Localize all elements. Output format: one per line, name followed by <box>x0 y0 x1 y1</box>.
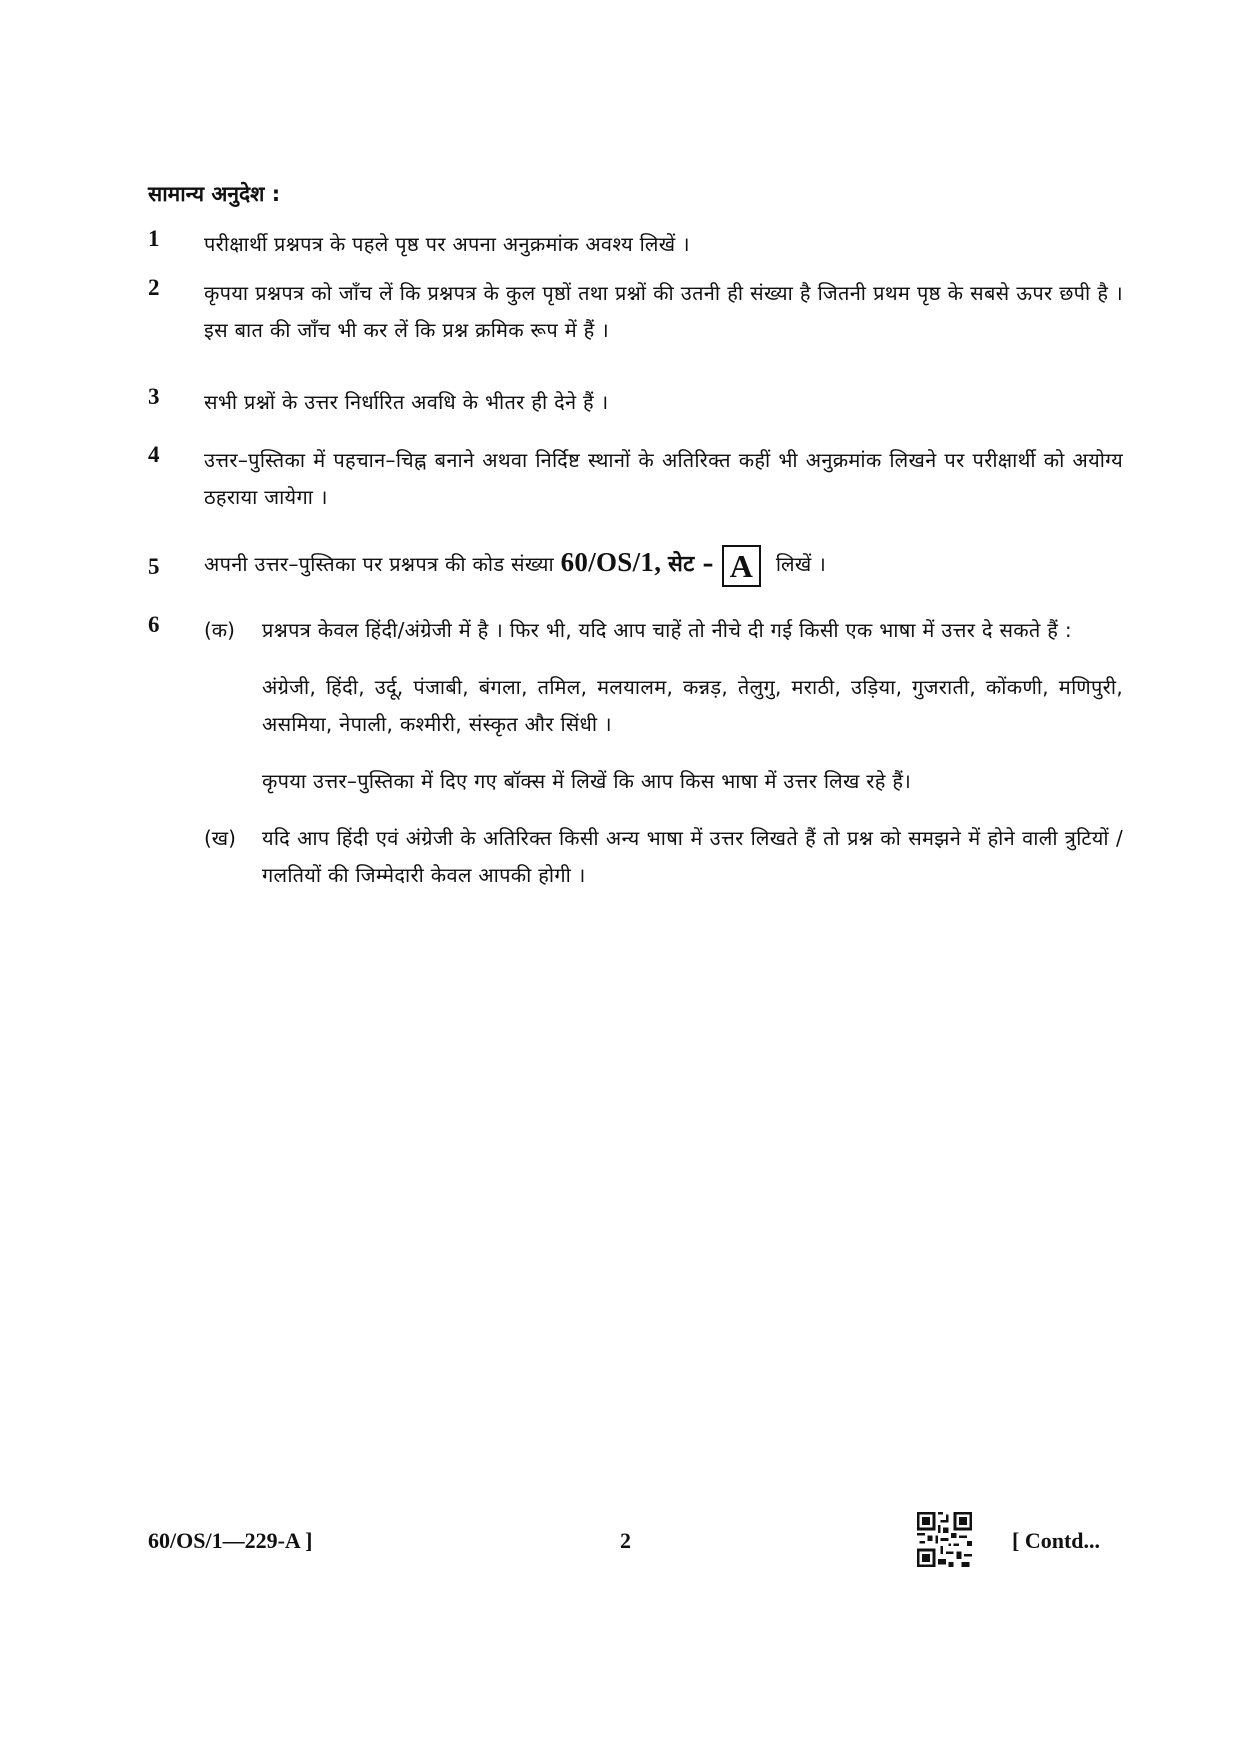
sub-item-label: (ख) <box>204 826 236 850</box>
code-instruction-text: अपनी उत्तर–पुस्तिका पर प्रश्नपत्र की कोड संख्या <box>204 552 554 576</box>
sub-item-text: प्रश्नपत्र केवल हिंदी/अंग्रेजी में है । फिर भी, यदि आप चाहें तो नीचे दी गई किसी एक भाषा में उत्तर दे सकते हैं : <box>262 618 1072 642</box>
instruction-text: परीक्षार्थी प्रश्नपत्र के पहले पृष्ठ पर अपना अनुक्रमांक अवश्य लिखें । <box>204 232 690 256</box>
item-number: 2 <box>148 275 160 300</box>
continued-label: [ Contd... <box>1012 1528 1101 1553</box>
instruction-item-3 <box>148 384 1123 421</box>
page-number: 2 <box>620 1528 631 1553</box>
sub-item-text: यदि आप हिंदी एवं अंग्रेजी के अतिरिक्त किसी अन्य भाषा में उत्तर लिखते हैं तो प्रश्न को समझने में होने वाली त्रुटियों / गलतियों की जिम्मेदारी केवल आपकी होगी । <box>262 826 1123 887</box>
qr-code-icon <box>917 1512 972 1567</box>
item-number: 4 <box>148 442 160 467</box>
paper-code: 60/OS/1, <box>560 547 662 577</box>
item-number: 6 <box>148 612 160 637</box>
item-number: 5 <box>148 554 160 579</box>
footer-paper-code: 60/OS/1—229-A ] <box>148 1528 313 1553</box>
language-box-note: कृपया उत्तर–पुस्तिका में दिए गए बॉक्स में लिखें कि आप किस भाषा में उत्तर लिख रहे हैं। <box>262 769 912 793</box>
instruction-item-2 <box>148 275 1123 349</box>
sub-item-label: (क) <box>204 618 235 642</box>
instruction-item-6 <box>148 612 1123 894</box>
write-text: लिखें । <box>775 552 827 576</box>
item-number: 3 <box>148 384 160 409</box>
item-number: 1 <box>148 226 160 251</box>
sub-item-a <box>204 612 1123 800</box>
instruction-item-5 <box>148 540 1123 587</box>
instruction-text: सभी प्रश्नों के उत्तर निर्धारित अवधि के भीतर ही देने हैं । <box>204 390 609 414</box>
general-instructions-heading: सामान्य अनुदेश : <box>148 182 281 206</box>
instruction-text: कृपया प्रश्नपत्र को जाँच लें कि प्रश्नपत्र के कुल पृष्ठों तथा प्रश्नों की उतनी ही संख्या है जितनी प्रथम पृष्ठ के सबसे ऊपर छपी है । इस बात की जाँच भी कर लें कि प्रश्न क्रमिक रूप में हैं । <box>204 281 1123 342</box>
instruction-text: उत्तर–पुस्तिका में पहचान–चिह्न बनाने अथवा निर्दिष्ट स्थानों के अतिरिक्त कहीं भी अनुक्रमांक लिखने पर परीक्षार्थी को अयोग्य ठहराया जायेगा । <box>204 448 1123 509</box>
languages-list: अंग्रेजी, हिंदी, उर्दू, पंजाबी, बंगला, तमिल, मलयालम, कन्नड़, तेलुगु, मराठी, उड़िया, गुजराती, कोंकणी, मणिपुरी, असमिया, नेपाली, कश्मीरी, संस्कृत और सिंधी । <box>262 675 1123 736</box>
instruction-item-4 <box>148 442 1123 516</box>
sub-item-b <box>204 820 1123 894</box>
set-box: A <box>722 545 761 587</box>
instruction-text <box>204 540 1123 587</box>
set-label: सेट – <box>667 552 714 577</box>
instruction-item-1 <box>148 226 1123 263</box>
